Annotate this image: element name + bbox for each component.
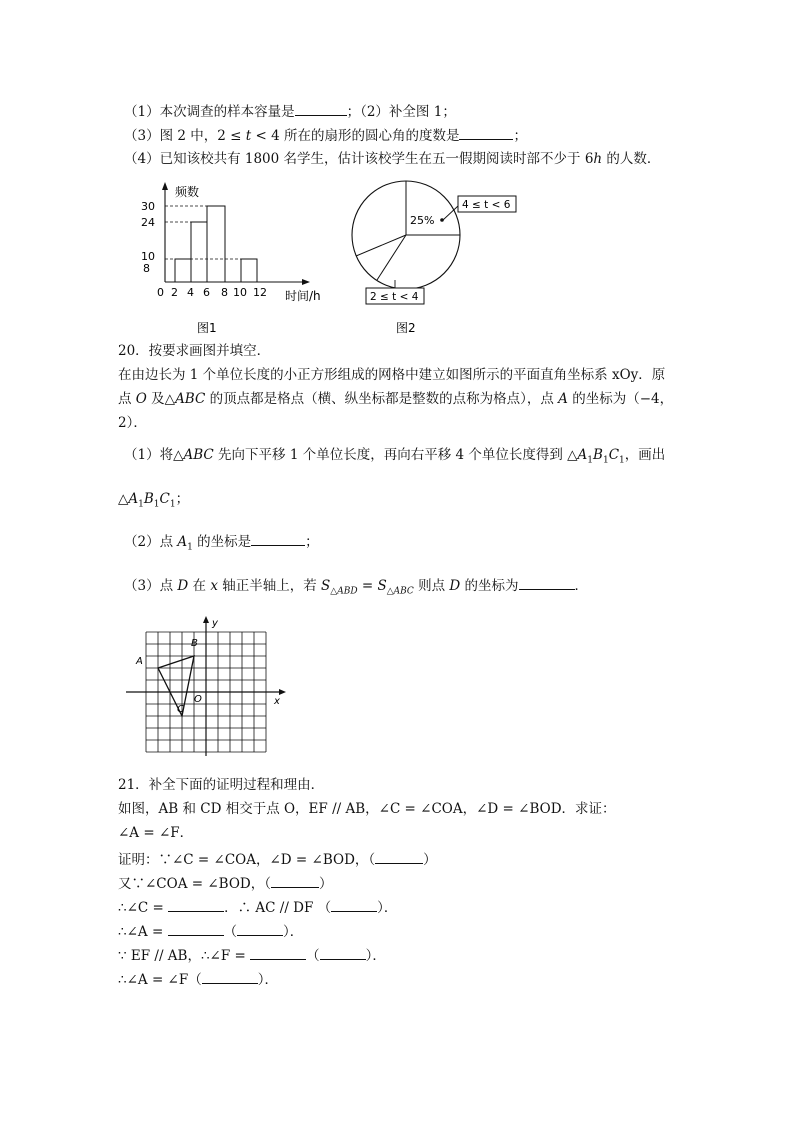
- fig1-bar-4-6: [191, 222, 207, 282]
- q21-r5a: ∵ EF // AB，∴∠F =: [118, 948, 251, 964]
- q21-r4a: ∴∠A =: [118, 924, 168, 940]
- q20-s2c: ；: [305, 534, 319, 550]
- q21-p1: 如图，AB 和 CD 相交于点 O，EF // AB，∠C = ∠COA，∠D = ∠BOD．求证：: [118, 801, 616, 817]
- q21-r3-end: ）．: [377, 900, 398, 916]
- q21-r2-text: 又∵∠COA = ∠BOD，（: [118, 876, 271, 892]
- q19-l3a: （4）已知该校共有 1800 名学生，估计该校学生在五一假期阅读时部不少于 6: [124, 151, 594, 167]
- triangle-abc: [158, 656, 194, 716]
- q20-s3d: 则点: [418, 578, 450, 594]
- fig1-xtick-8: 8: [221, 286, 228, 299]
- fig1-ytick-30: 30: [141, 200, 155, 213]
- q20-s3a: （3）点: [124, 578, 178, 594]
- q21-r4-end: ）．: [283, 924, 304, 940]
- q21-blank-2[interactable]: [271, 874, 319, 888]
- q21-r5b: （: [306, 948, 320, 964]
- fig1-xtick-0: 0: [157, 286, 164, 299]
- q20-p2b: 及△: [146, 391, 176, 407]
- q21-r1: [118, 850, 437, 869]
- q19-l2b: < 4 所在的扇形的圆心角的度数是: [251, 128, 460, 144]
- q20-p2a: 点: [118, 391, 136, 407]
- q19-l1a: （1）本次调查的样本容量是: [124, 104, 295, 120]
- origin-label: O: [194, 694, 202, 705]
- fig1-bar-10-12: [241, 259, 257, 282]
- fig1-ytick-8: 8: [143, 262, 150, 275]
- q20-s1c: ，画出: [624, 447, 666, 463]
- fig1-ylabel: 频数: [175, 185, 200, 199]
- q20-title: 20．按要求画图并填空．: [118, 343, 271, 359]
- q19-blank-angle[interactable]: [459, 126, 513, 140]
- fig1-xtick-10: 10: [233, 286, 247, 299]
- q21-r6a: ∴∠A = ∠F（: [118, 972, 202, 988]
- q21-r2-end: ）: [318, 876, 333, 892]
- fig1-xtick-12: 12: [253, 286, 267, 299]
- q21-blank-8[interactable]: [320, 946, 366, 960]
- q19-line1: [124, 102, 456, 121]
- fig1-xtick-2: 2: [171, 286, 178, 299]
- q20-s2b: 的坐标是: [192, 534, 252, 550]
- q21-blank-1[interactable]: [375, 850, 423, 864]
- q21-r6-end: ）．: [257, 972, 278, 988]
- fig1-xtick-4: 4: [187, 286, 194, 299]
- fig1-histogram: [135, 180, 350, 340]
- q21-r3a: ∴∠C =: [118, 900, 169, 916]
- q20-s1b: 先向下平移 1 个单位长度，再向右平移 4 个单位长度得到 △: [213, 447, 578, 463]
- q21-p2: ∠A = ∠F．: [118, 825, 194, 841]
- q21-blank-9[interactable]: [202, 970, 258, 984]
- q21-r4b: （: [223, 924, 238, 940]
- q21-r4: [118, 922, 303, 941]
- q20-blank-a1[interactable]: [251, 532, 305, 546]
- q21-blank-6[interactable]: [237, 922, 283, 936]
- q20-s1: （1）将△ABC 先向下平移 1 个单位长度，再向右平移 4 个单位长度得到 $\triangle A_1B_1C_1$，画出: [124, 447, 666, 466]
- fig2-caption: 图2: [396, 321, 416, 335]
- fig1-ytick-24: 24: [141, 216, 155, 229]
- q20-p1: 在由边长为 1 个单位长度的小正方形组成的网格中建立如图所示的平面直角坐标系 xOy．原: [118, 367, 666, 383]
- q21-r3b: ．∴ AC // DF （: [224, 900, 332, 916]
- q21-title: 21．补全下面的证明过程和理由．: [118, 777, 325, 793]
- fig1-ytick-10: 10: [141, 250, 155, 263]
- q20-s1e: ；: [175, 491, 190, 507]
- fig1-xlabel: 时间/h: [285, 289, 321, 303]
- q20-s3e: 的坐标为: [460, 578, 519, 594]
- fig2-percent: 25%: [410, 214, 435, 227]
- q20-p2c: 的顶点都是格点（横、纵坐标都是整数的点称为格点），点: [205, 391, 559, 407]
- q20-p2d: 的坐标为（−4，: [567, 391, 674, 407]
- q19-blank-sample[interactable]: [295, 102, 347, 116]
- q20-coordinate-grid: [124, 614, 294, 756]
- q21-r6: [118, 970, 278, 989]
- q19-line2: （3）图 2 中，2 ≤ t < 4 所在的扇形的圆心角的度数是 ；: [124, 128, 527, 144]
- q20-s2a: （2）点: [124, 534, 178, 550]
- q20-s3f: ．: [574, 578, 589, 594]
- q19-l1b: ；（2）补全图 1；: [346, 104, 456, 120]
- q21-r5: [118, 946, 386, 965]
- q20-s3c: 轴正半轴上，若: [217, 578, 322, 594]
- fig1-bar-2-4: [175, 259, 191, 282]
- q20-s3b: 在: [188, 578, 211, 594]
- q20-blank-d[interactable]: [519, 576, 575, 590]
- q21-blank-5[interactable]: [168, 922, 224, 936]
- q20-s1d: △: [118, 491, 129, 507]
- q21-r5-end: ）．: [365, 948, 386, 964]
- fig2-label2: 2 ≤ t < 4: [370, 291, 419, 303]
- q20-p2: 点 O 及△ABC 的顶点都是格点（横、纵坐标都是整数的点称为格点），点 A 的坐标为（−4，: [118, 391, 674, 407]
- fig1-xtick-6: 6: [203, 286, 210, 299]
- point-c-label: C: [177, 704, 184, 715]
- q21-r3: [118, 898, 397, 917]
- q21-r2: [118, 874, 332, 893]
- q20-s3: （3）点 D 在 x 轴正半轴上，若 $S_{\triangle ABD} = S_{\triangle ABC}$ 则点 D 的坐标为 ．: [124, 578, 589, 597]
- q19-l3b: 的人数．: [602, 151, 661, 167]
- q20-s1-cont: $\triangle A_1B_1C_1$；: [118, 491, 190, 510]
- q21-blank-3[interactable]: [168, 898, 224, 912]
- point-b-label: B: [191, 638, 198, 649]
- q21-blank-4[interactable]: [331, 898, 377, 912]
- fig2-pie-chart: [350, 180, 540, 340]
- q21-r1-end: ）: [423, 852, 437, 868]
- q19-line3: （4）已知该校共有 1800 名学生，估计该校学生在五一假期阅读时部不少于 6h 的人数．: [124, 151, 661, 167]
- q19-l2a: （3）图 2 中，2 ≤: [124, 128, 246, 144]
- q20-s2: （2）点 $A_1$ 的坐标是 ；: [124, 534, 319, 553]
- point-a-label: A: [136, 656, 143, 667]
- q21-r1-text: 证明：∵∠C = ∠COA，∠D = ∠BOD，（: [118, 852, 376, 868]
- fig1-caption: 图1: [197, 321, 217, 335]
- q20-s1a: （1）将△: [124, 447, 184, 463]
- q20-p3: 2）．: [118, 415, 147, 431]
- fig1-bar-6-8: [207, 206, 225, 282]
- x-axis-label: x: [274, 696, 280, 707]
- fig2-label1: 4 ≤ t < 6: [462, 199, 511, 211]
- q21-blank-7[interactable]: [250, 946, 306, 960]
- y-axis-label: y: [212, 618, 218, 629]
